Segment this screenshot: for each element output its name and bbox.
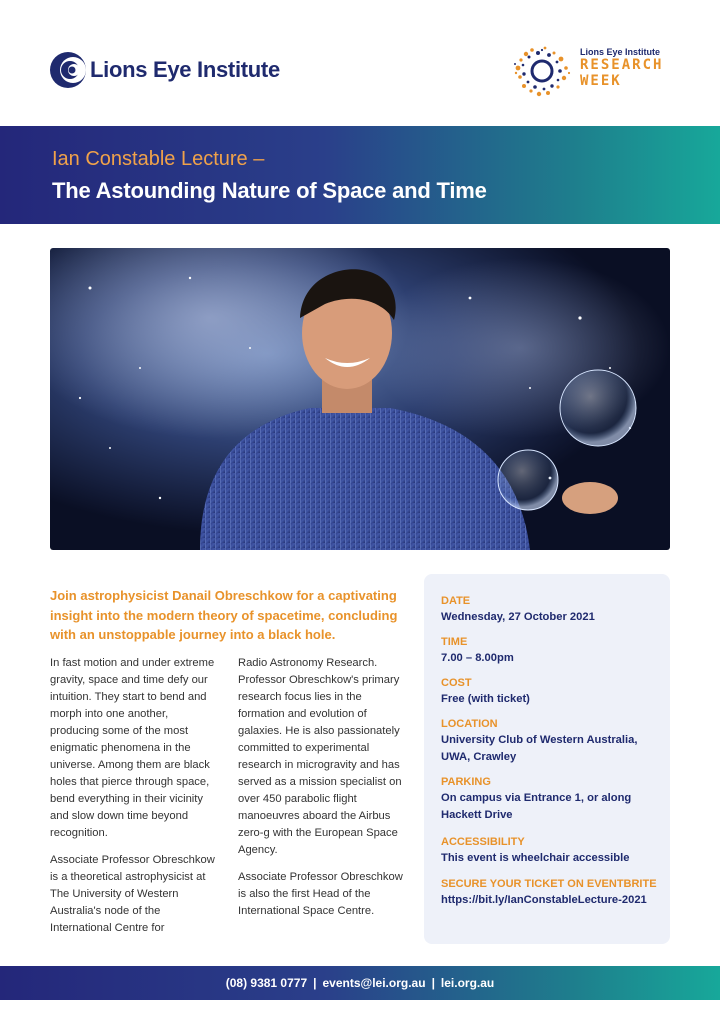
footer-separator: | [431, 976, 435, 990]
info-time [441, 635, 667, 667]
footer-email[interactable]: events@lei.org.au [322, 976, 426, 990]
body-column-1 [50, 655, 220, 947]
info-accessibility [441, 835, 667, 867]
body-paragraph: Associate Professor Obreschkow is a theoretical astrophysicist at The University of Western Australia's node of the International Centre for [50, 854, 215, 934]
intro-text: Join astrophysicist Danail Obreschkow for a captivating insight into the modern theory of spacetime, concluding with an unstoppable journey into a black hole. [50, 588, 398, 642]
cost-label: COST [441, 677, 472, 689]
body-paragraph: Radio Astronomy Research. Professor Obreschkow's primary research focus lies in the formation and evolution of galaxies. He is also passionately committed to experimental research in microgravity and has served as a mission specialist on over 450 parabolic flight manoeuvres aboard the Airbus zero-g with the European Space Agency. [238, 657, 402, 856]
footer-website[interactable]: lei.org.au [440, 976, 495, 990]
research-week-logo [512, 44, 663, 100]
speaker-photo [50, 248, 670, 550]
time-label: TIME [441, 636, 468, 648]
location-value: University Club of Western Australia, UWA, Crawley [441, 734, 638, 763]
location-label: LOCATION [441, 718, 498, 730]
accessibility-value: This event is wheelchair accessible [441, 852, 630, 864]
time-value: 7.00 – 8.00pm [441, 652, 514, 664]
lions-eye-logo-icon [48, 50, 88, 90]
body-paragraph: Associate Professor Obreschkow is also the first Head of the International Space Centre. [238, 871, 403, 917]
cost-value: Free (with ticket) [441, 693, 530, 705]
hero-image [50, 248, 670, 550]
footer-contact-bar [0, 966, 720, 1000]
ticket-link[interactable]: https://bit.ly/IanConstableLecture-2021 [441, 894, 647, 906]
info-location [441, 717, 667, 766]
body-paragraph: In fast motion and under extreme gravity, space and time defy our intuition. They start to bend and morph into one another, producing some of the most enigmatic phenomena in the universe. Among them are black holes that pierce through space, bend everything in their vicinity and slow down time beyond recognition. [50, 657, 215, 839]
lions-eye-logo[interactable] [48, 50, 280, 90]
body-column-2 [238, 655, 408, 930]
parking-label: PARKING [441, 776, 491, 788]
research-week-icon [512, 44, 574, 100]
footer-separator: | [313, 976, 317, 990]
info-cost [441, 676, 667, 708]
rw-line2: WEEK [580, 73, 622, 89]
footer-phone[interactable]: (08) 9381 0777 [225, 976, 308, 990]
info-parking [441, 775, 667, 824]
lecture-title: The Astounding Nature of Space and Time [52, 178, 487, 203]
accessibility-label: ACCESSIBILITY [441, 836, 525, 848]
date-value: Wednesday, 27 October 2021 [441, 611, 595, 623]
date-label: DATE [441, 595, 471, 607]
info-date [441, 594, 667, 626]
rw-small-text: Lions Eye Institute [580, 47, 661, 57]
lecture-series-title: Ian Constable Lecture – [52, 148, 265, 170]
info-ticket [441, 877, 667, 909]
logo-text: Lions Eye Institute [90, 57, 280, 82]
rw-line1: RESEARCH [580, 57, 664, 73]
event-info-card [424, 574, 670, 944]
ticket-label: SECURE YOUR TICKET ON EVENTBRITE [441, 878, 657, 890]
title-banner [0, 126, 720, 224]
parking-value: On campus via Entrance 1, or along Hackett Drive [441, 792, 632, 821]
